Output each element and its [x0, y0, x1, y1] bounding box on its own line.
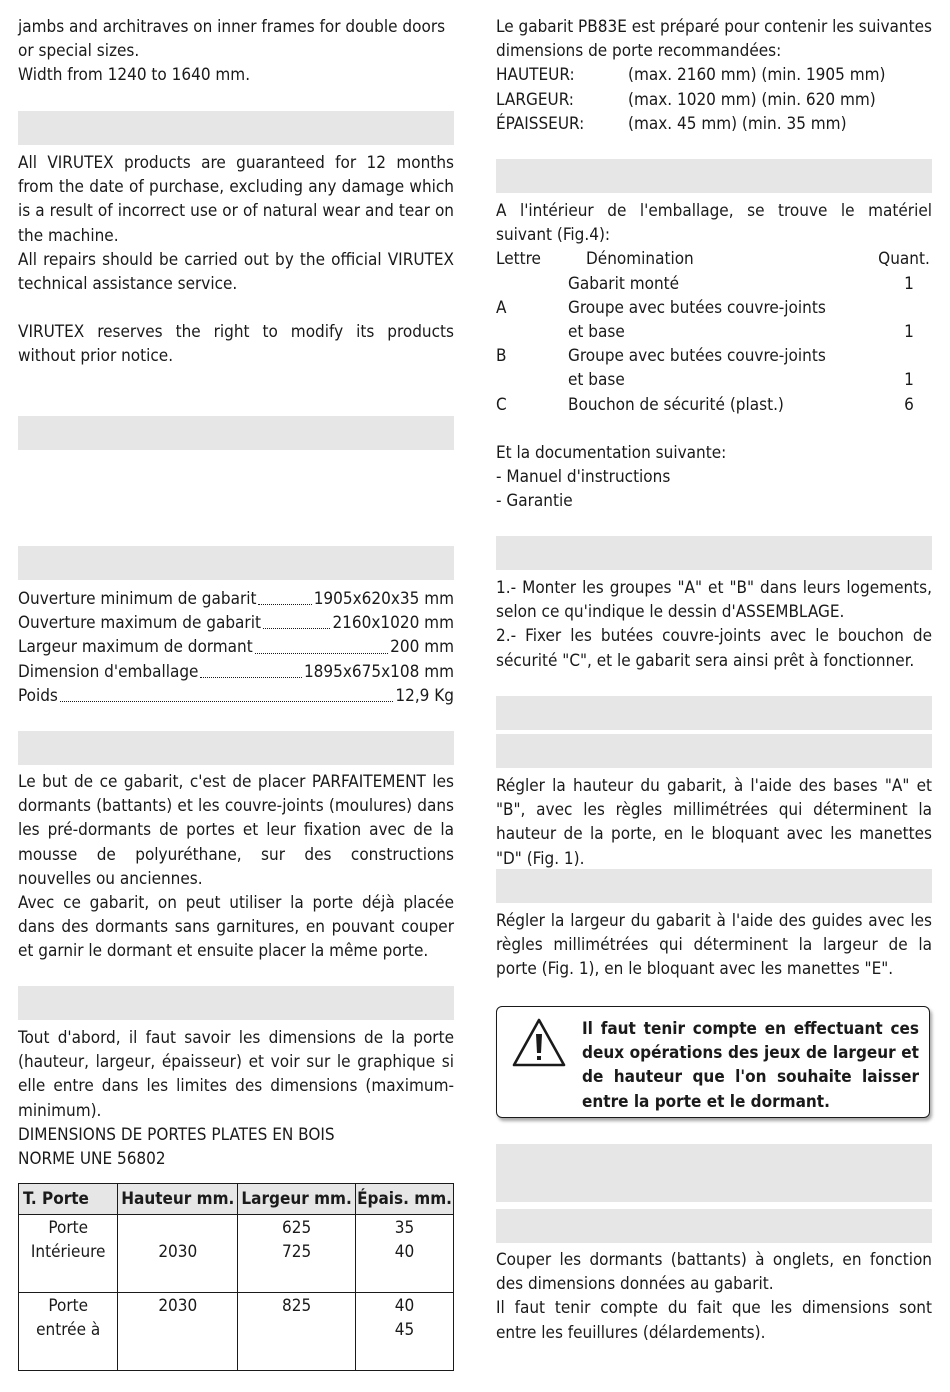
intro-line: Width from 1240 to 1640 mm.	[18, 65, 251, 86]
dimension-key: HAUTEUR:	[496, 65, 575, 86]
width-adjust-section	[496, 909, 932, 982]
list-item	[496, 296, 932, 320]
contents-intro: A l'intérieur de l'emballage, se trouve le matériel suivant (Fig.4):	[496, 201, 932, 246]
material-letter: C	[496, 394, 507, 415]
warning-box	[496, 1006, 930, 1118]
dims-intro-paragraph: Tout d'abord, il faut savoir les dimensions de la porte (hauteur, largeur, épaisseur) et voir sur le graphique si elle entre dans les limites des dimensions (maximum-minimum).	[18, 1028, 454, 1121]
warning-triangle-icon	[511, 1017, 567, 1069]
assembly-step: 2.- Fixer les butées couvre-joints avec le bouchon de sécurité "C", et le gabarit sera ainsi prêt à fonctionner.	[496, 626, 932, 671]
gabarit-section	[496, 15, 932, 136]
spec-label: Largeur maximum de dormant	[18, 637, 253, 658]
material-name: Bouchon de sécurité (plast.)	[568, 394, 784, 415]
table-header: Hauteur mm.	[118, 1184, 238, 1215]
dims-title: DIMENSIONS DE PORTES PLATES EN BOIS	[18, 1124, 335, 1145]
table-cell	[356, 1215, 454, 1293]
section-header-bar	[18, 111, 454, 145]
table-header-row	[19, 1184, 454, 1215]
cell-line: 45	[394, 1320, 415, 1341]
list-item	[496, 320, 932, 344]
table-cell	[238, 1215, 356, 1293]
height-adjust-section	[496, 774, 932, 871]
materials-header-name: Dénomination	[586, 249, 694, 270]
material-qty: 1	[904, 273, 914, 294]
spec-row	[18, 684, 454, 708]
section-header-bar	[496, 734, 932, 768]
section-header-bar	[18, 731, 454, 765]
cell-line: 725	[282, 1242, 312, 1263]
spec-row	[18, 635, 454, 659]
material-qty: 1	[904, 370, 914, 391]
list-item	[496, 368, 932, 392]
intro-line: jambs and architraves on inner frames for double doors	[18, 17, 446, 37]
section-header-bar	[496, 1209, 932, 1243]
table-header: Largeur mm.	[238, 1184, 356, 1215]
spec-row	[18, 587, 454, 611]
table-header: T. Porte	[19, 1184, 118, 1215]
table-cell	[356, 1293, 454, 1371]
cell-line: 35	[394, 1218, 415, 1238]
door-dimensions-table	[18, 1183, 454, 1371]
list-item	[496, 344, 932, 368]
spec-label: Dimension d'emballage	[18, 661, 199, 682]
list-item	[496, 272, 932, 296]
table-cell	[19, 1215, 118, 1293]
material-name: et base	[568, 370, 625, 391]
cell-line: entrée à	[36, 1320, 101, 1341]
section-header-bar	[496, 696, 932, 730]
spec-label: Ouverture maximum de gabarit	[18, 613, 261, 634]
table-cell	[118, 1293, 238, 1371]
warranty-section	[18, 151, 454, 296]
doc-item: - Manuel d'instructions	[496, 467, 671, 488]
cell-line: 2030	[158, 1296, 198, 1316]
spec-label: Ouverture minimum de gabarit	[18, 589, 257, 609]
spec-row	[18, 660, 454, 684]
cell-line: 625	[282, 1218, 312, 1238]
doc-item: - Garantie	[496, 491, 573, 512]
purpose-paragraph: Avec ce gabarit, on peut utiliser la porte déjà placée dans des dormants sans garnitures, en pouvant couper et garnir le dormant et ensuite placer la même porte.	[18, 893, 454, 962]
spec-value: 12,9 Kg	[395, 685, 454, 706]
assembly-section	[496, 576, 932, 673]
materials-header-letter: Lettre	[496, 249, 541, 270]
cut-paragraph: Couper les dormants (battants) à onglets, en fonction des dimensions données au gabarit.	[496, 1250, 932, 1295]
reserve-section	[18, 320, 454, 368]
spec-label: Poids	[18, 685, 58, 706]
cell-line: 2030	[158, 1242, 198, 1263]
cell-line: Porte	[48, 1296, 89, 1316]
material-name: Groupe avec butées couvre-joints	[568, 346, 826, 367]
dimension-row	[496, 63, 932, 87]
purpose-paragraph: Le but de ce gabarit, c'est de placer PARFAITEMENT les dormants (battants) et les couvre-joints (moulures) dans les pré-dormants de portes et leur fixation avec de la mousse de polyuréthane, sur des constructions nouvelles ou anciennes.	[18, 772, 454, 889]
intro-text	[18, 15, 454, 88]
specs-list	[18, 587, 454, 708]
cell-line: 40	[394, 1242, 415, 1263]
list-item	[496, 393, 932, 417]
materials-header-qty: Quant.	[878, 249, 930, 270]
height-adjust-paragraph: Régler la hauteur du gabarit, à l'aide des bases "A" et "B", avec les règles millimétrées qui déterminent la hauteur de la porte, en le bloquant avec les manettes "D" (Fig. 1).	[496, 776, 932, 869]
dimension-row	[496, 112, 932, 136]
dims-norm: NORME UNE 56802	[18, 1149, 166, 1170]
docs-intro: Et la documentation suivante:	[496, 443, 727, 464]
material-letter	[496, 272, 568, 296]
material-letter: A	[496, 297, 507, 318]
section-header-bar	[18, 986, 454, 1020]
table-cell	[118, 1215, 238, 1293]
section-header-bar	[496, 869, 932, 903]
section-header-bar	[496, 1144, 932, 1202]
table-row	[19, 1215, 454, 1293]
dimensions-section	[18, 1026, 454, 1171]
contents-section	[496, 199, 932, 514]
table-cell	[238, 1293, 356, 1371]
dimension-key: LARGEUR:	[496, 89, 574, 110]
material-name: et base	[568, 322, 625, 343]
material-qty: 6	[904, 394, 914, 415]
width-adjust-paragraph: Régler la largeur du gabarit à l'aide des guides avec les règles millimétrées qui déterminent la largeur de la porte (Fig. 1), en le bloquant avec les manettes "E".	[496, 911, 932, 980]
reserve-paragraph: VIRUTEX reserves the right to modify its products without prior notice.	[18, 322, 454, 367]
spec-value: 1905x620x35 mm	[313, 589, 454, 609]
cut-paragraph: Il faut tenir compte du fait que les dimensions sont entre les feuillures (délardements).	[496, 1298, 932, 1343]
material-letter: B	[496, 346, 507, 367]
purpose-section	[18, 770, 454, 964]
warranty-paragraph: All VIRUTEX products are guaranteed for 12 months from the date of purchase, excluding any damage which is a result of incorrect use or of natural wear and tear on the machine.	[18, 153, 454, 246]
table-cell	[19, 1293, 118, 1371]
section-header-bar	[18, 416, 454, 450]
intro-line: or special sizes.	[18, 41, 140, 62]
materials-header	[496, 247, 932, 271]
gabarit-intro: Le gabarit PB83E est préparé pour contenir les suivantes dimensions de porte recommandées:	[496, 17, 932, 62]
table-row	[19, 1293, 454, 1371]
cell-line: 40	[394, 1296, 415, 1316]
warning-text: Il faut tenir compte en effectuant ces deux opérations des jeux de largeur et de hauteur que l'on souhaite laisser entre la porte et le dormant.	[582, 1019, 919, 1112]
dimension-row	[496, 88, 932, 112]
spec-row	[18, 611, 454, 635]
section-header-bar	[496, 536, 932, 570]
dimension-key: ÉPAISSEUR:	[496, 113, 585, 134]
section-header-bar	[18, 546, 454, 580]
cell-line: 825	[282, 1296, 312, 1316]
warranty-paragraph: All repairs should be carried out by the official VIRUTEX technical assistance service.	[18, 249, 454, 295]
material-name: Gabarit monté	[568, 273, 680, 294]
cell-line: Porte	[48, 1218, 89, 1238]
spec-value: 2160x1020 mm	[332, 613, 454, 634]
material-name: Groupe avec butées couvre-joints	[568, 297, 826, 318]
table-header: Épais. mm.	[356, 1184, 454, 1215]
section-header-bar	[496, 159, 932, 193]
cut-section	[496, 1248, 932, 1345]
dimension-value: (max. 2160 mm) (min. 1905 mm)	[628, 65, 886, 86]
material-qty: 1	[904, 322, 914, 343]
dimension-value: (max. 1020 mm) (min. 620 mm)	[628, 89, 876, 110]
assembly-step: 1.- Monter les groupes "A" et "B" dans leurs logements, selon ce qu'indique le dessin d'ASSEMBLAGE.	[496, 578, 932, 623]
spec-value: 1895x675x108 mm	[303, 661, 454, 682]
cell-line: Intérieure	[30, 1242, 106, 1263]
spec-value: 200 mm	[390, 637, 454, 658]
dimension-value: (max. 45 mm) (min. 35 mm)	[628, 113, 847, 134]
